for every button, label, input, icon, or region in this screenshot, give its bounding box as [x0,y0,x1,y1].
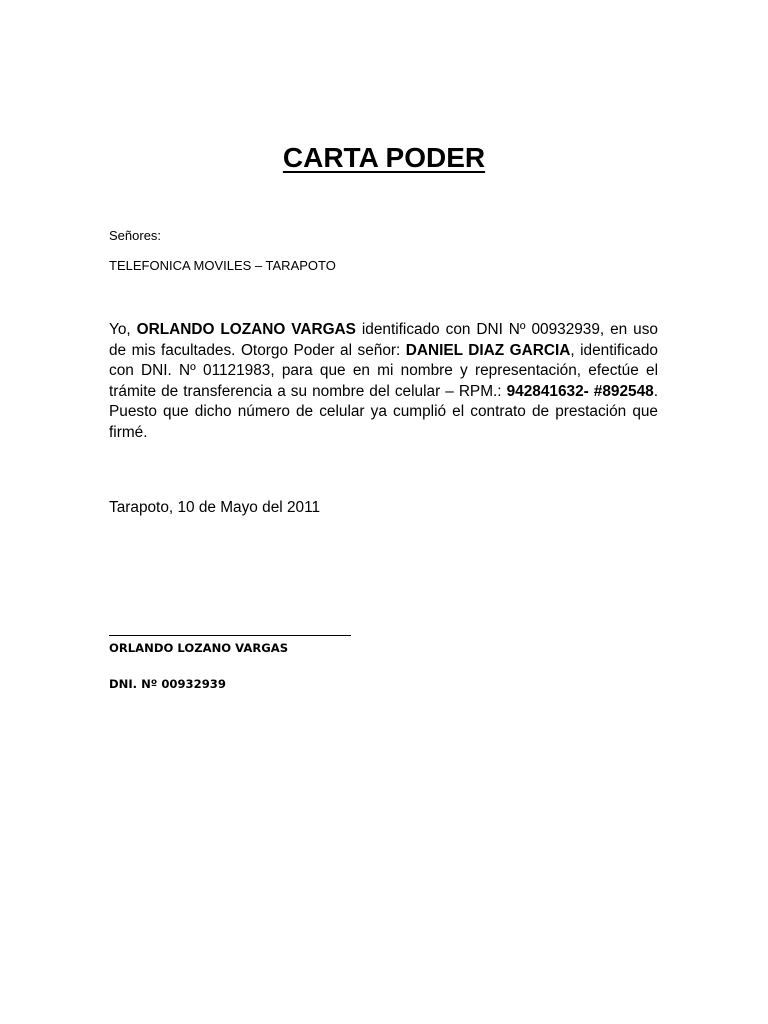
letter-body [109,320,658,444]
phone-numbers: 942841632- #892548 [506,382,654,400]
signature-dni: DNI. Nº 00932939 [109,677,226,691]
body-part-2: identificado con DNI Nº 00932939, en uso de mis facultades. Otorgo Poder al señor: [109,321,658,359]
signature-name: ORLANDO LOZANO VARGAS [109,641,289,655]
signature-line [109,635,351,636]
body-intro: Yo, [109,321,137,338]
body-part-3: , identificado con DNI. Nº 01121983, para que en mi nombre y representación, efectúe el trámite de transferencia a su nombre del celular – RPM.: [109,341,658,400]
recipient: TELEFONICA MOVILES – TARAPOTO [109,258,336,273]
title-text: CARTA PODER [282,142,486,173]
grantor-name: ORLANDO LOZANO VARGAS [136,321,356,338]
place-date: Tarapoto, 10 de Mayo del 2011 [109,499,321,516]
body-part-4: . Puesto que dicho número de celular ya cumplió el contrato de prestación que firmé. [109,382,658,441]
attorney-name: DANIEL DIAZ GARCIA [405,341,571,359]
document-title [0,139,768,177]
salutation: Señores: [109,228,162,243]
